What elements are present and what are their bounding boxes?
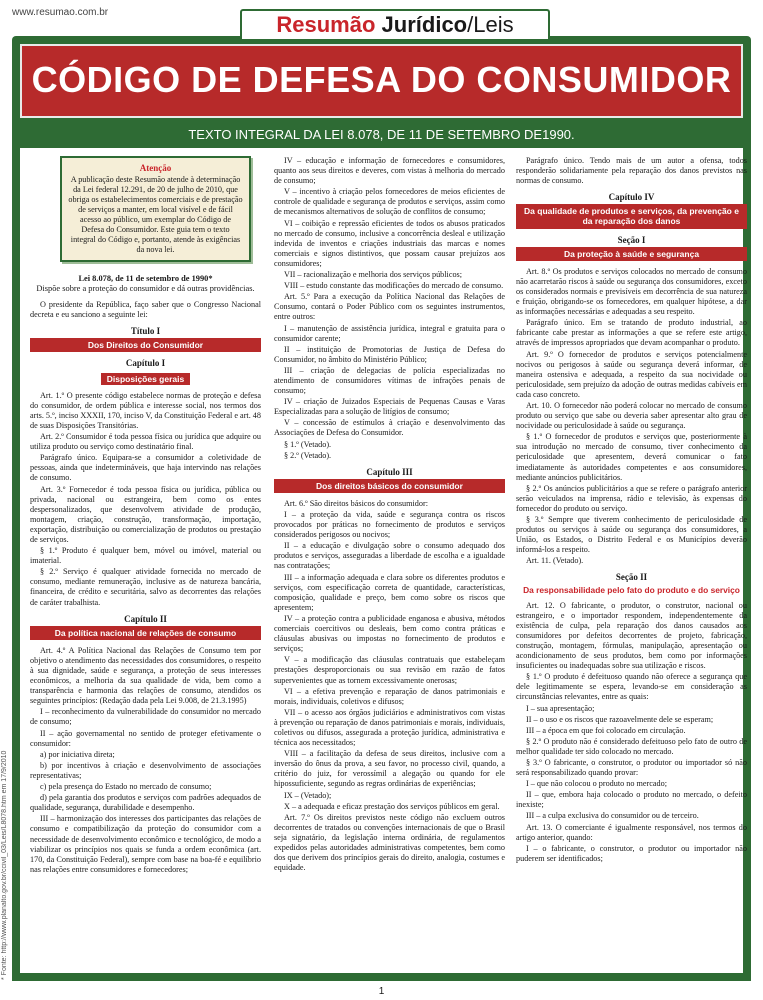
art-5-iii: III – criação de delegacias de polícia especializadas no atendimento de consumidores vítimas de infrações penais de consumo; (274, 365, 505, 396)
art-2: Art. 2.º Consumidor é toda pessoa física ou jurídica que adquire ou utiliza produto ou serviço como destinatário final. (30, 432, 261, 452)
art-2-paragraph: Parágrafo único. Equipara-se a consumidor a coletividade de pessoas, ainda que indetermináveis, que haja intervindo nas relações de consumo. (30, 453, 261, 483)
art-12-p1-ii: II – o uso e os riscos que razoavelmente dele se esperam; (526, 714, 714, 724)
art-6-v: V – a modificação das cláusulas contratuais que estabeleçam prestações desproporcionais ou sua revisão em razão de fatos supervenientes que as tornem excessivamente onerosas; (274, 655, 505, 685)
art-3: Art. 3.º Fornecedor é toda pessoa física ou jurídica, pública ou privada, nacional ou estrangeira, bem como os entes despersonalizados, que desenvolvem atividade de produção, montagem, criação, construção, transformação, importação, exportação, distribuição ou comercialização de produtos ou prestação de serviços. (30, 484, 261, 544)
law-header-line2: Dispõe sobre a proteção do consumidor e dá outras providências. (36, 284, 255, 294)
art-7-paragraph: Parágrafo único. Tendo mais de um autor a ofensa, todos responderão solidariamente pela reparação dos danos previstos nas normas de consumo. (516, 156, 747, 186)
art-8: Art. 8.º Os produtos e serviços colocados no mercado de consumo não acarretarão riscos à saúde ou segurança dos consumidores, exceto os considerados normais e previsíveis em decorrência de sua natureza e fruição, obrigando-se os fornecedores, em qualquer hipótese, a dar as informações necessárias e adequadas a seu respeito. (516, 266, 747, 317)
art-13-i: I – o fabricante, o construtor, o produtor ou importador não puderem ser identificados; (516, 843, 747, 863)
source-note: * Fonte: http://www.planalto.gov.br/ccivil_03/Leis/L8078.htm em 17/9/2010 (1, 750, 8, 980)
law-header-line1: Lei 8.078, de 11 de setembro de 1990* (78, 274, 213, 284)
brand-part-3: /Leis (467, 12, 514, 37)
capitulo-1: Capítulo I (125, 358, 166, 369)
capitulo-2-name: Da política nacional de relações de consumo (30, 626, 261, 640)
art-6-i: I – a proteção da vida, saúde e segurança contra os riscos provocados por práticas no fornecimento de produtos e serviços considerados perigosos ou nocivos; (274, 510, 505, 540)
art-6: Art. 6.º São direitos básicos do consumidor: (284, 498, 428, 508)
art-12-p3-ii: II – que, embora haja colocado o produto no mercado, o defeito inexiste; (516, 790, 747, 810)
art-5-iv: IV – criação de Juizados Especiais de Pequenas Causas e Varas Especializadas para a solução de litígios de consumo; (274, 397, 505, 417)
page-title: CÓDIGO DE DEFESA DO CONSUMIDOR (31, 59, 732, 100)
art-3-p1: § 1.º Produto é qualquer bem, móvel ou imóvel, material ou imaterial. (30, 546, 261, 566)
art-6-iv: IV – a proteção contra a publicidade enganosa e abusiva, métodos comerciais coercitivos ou desleais, bem como contra práticas e cláusulas abusivas ou impostas no fornecimento de produtos e serviços; (274, 613, 505, 654)
art-4-vi: VI – coibição e repressão eficientes de todos os abusos praticados no mercado de consumo, inclusive a concorrência desleal e utilização indevida de inventos e criações industriais das marcas e nomes comerciais e signos distintivos, que possam causar prejuízos aos consumidores; (274, 218, 505, 268)
capitulo-3-name: Dos direitos básicos do consumidor (274, 479, 505, 493)
art-4: Art. 4.º A Política Nacional das Relações de Consumo tem por objetivo o atendimento das necessidades dos consumidores, o respeito à sua dignidade, saúde e segurança, a proteção de seus interesses econômicos, a melhoria da sua qualidade de vida, bem como a transparência e harmonia das relações de consumo, atendidos os seguintes princípios: (Redação dada pela Lei 9.008, de 21.3.1995) (30, 645, 261, 706)
secao-2-name: Da responsabilidade pelo fato do produto e do serviço (523, 584, 740, 595)
art-6-vi: VI – a efetiva prevenção e reparação de danos patrimoniais e morais, individuais, coletivos e difusos; (274, 686, 505, 706)
art-5: Art. 5.º Para a execução da Política Nacional das Relações de Consumo, contará o Poder Público com os seguintes instrumentos, entre outros: (274, 292, 505, 322)
capitulo-1-name: Disposições gerais (101, 373, 190, 385)
art-3-p2: § 2.º Serviço é qualquer atividade fornecida no mercado de consumo, mediante remuneração, inclusive as de natureza bancária, financeira, de crédito e securitária, salvo as decorrentes das relações de caráter trabalhista. (30, 567, 261, 607)
art-13: Art. 13. O comerciante é igualmente responsável, nos termos do artigo anterior, quando: (516, 822, 747, 842)
capitulo-4-name: Da qualidade de produtos e serviços, da prevenção e da reparação dos danos (516, 204, 747, 228)
brand-part-1: Resumão (276, 12, 376, 37)
art-12-p2: § 2.º O produto não é considerado defeituoso pelo fato de outro de melhor qualidade ter sido colocado no mercado. (516, 736, 747, 756)
art-4-iv: IV – educação e informação de fornecedores e consumidores, quanto aos seus direitos e deveres, com vistas à melhoria do mercado de consumo; (274, 156, 505, 186)
titulo-1-name: Dos Direitos do Consumidor (30, 338, 261, 352)
brand-logo (240, 9, 550, 39)
art-12-p1-iii: III – a época em que foi colocado em circulação. (526, 725, 686, 735)
secao-1: Seção I (617, 234, 646, 245)
art-4-vii: VII – racionalização e melhoria dos serviços públicos; (284, 270, 463, 280)
page-number: 1 (378, 986, 385, 997)
art-10-p2: § 2.º Os anúncios publicitários a que se refere o parágrafo anterior serão veiculados na imprensa, rádio e televisão, às expensas do fornecedor do produto ou serviço. (516, 483, 747, 513)
secao-2: Seção II (615, 572, 648, 583)
site-url[interactable]: www.resumao.com.br (12, 7, 109, 18)
art-10: Art. 10. O fornecedor não poderá colocar no mercado de consumo produto ou serviço que sabe ou deveria saber apresentar alto grau de nocividade ou periculosidade à saúde ou segurança. (516, 400, 747, 431)
art-4-ii-c: c) pela presença do Estado no mercado de consumo; (40, 782, 212, 792)
art-5-i: I – manutenção de assistência jurídica, integral e gratuita para o consumidor carente; (274, 323, 505, 343)
art-11: Art. 11. (Vetado). (526, 556, 584, 566)
title-banner-inner (20, 44, 743, 118)
secao-1-name: Da proteção à saúde e segurança (516, 247, 747, 261)
page-subtitle: TEXTO INTEGRAL DA LEI 8.078, DE 11 DE SETEMBRO DE1990. (188, 127, 575, 142)
column-2 (274, 156, 505, 974)
art-4-ii: II – ação governamental no sentido de proteger efetivamente o consumidor: (30, 728, 261, 748)
art-4-ii-b: b) por incentivos à criação e desenvolvimento de associações representativas; (30, 760, 261, 780)
art-4-ii-d: d) pela garantia dos produtos e serviços com padrões adequados de qualidade, segurança, durabilidade e desempenho. (30, 793, 261, 813)
art-6-viii: VIII – a facilitação da defesa de seus direitos, inclusive com a inversão do ônus da prova, a seu favor, no processo civil, quando, a critério do juiz, for verossímil a alegação ou quando for ele hipossuficiente, segundo as regras ordinárias de experiências; (274, 749, 505, 789)
art-4-iii: III – harmonização dos interesses dos participantes das relações de consumo e compatibilização da proteção do consumidor com a necessidade de desenvolvimento econômico e tecnológico, de modo a viabilizar os princípios nos quais se funda a ordem econômica (art. 170, da Constituição Federal), sempre com base na boa-fé e equilíbrio nas relações entre consumidores e fornecedores; (30, 814, 261, 874)
art-12-p3-i: I – que não colocou o produto no mercado; (526, 779, 667, 789)
notice-text: A publicação deste Resumão atende à determinação da Lei federal 12.291, de 20 de julho de 2010, que obriga os estabelecimentos comerciais e de prestação de serviços a manter, em local visível e de fácil acesso ao público, um exemplar do Código de Defesa do Consumidor. Este guia tem o texto integral do Código e, portanto, atende às exigências da nova lei. (68, 175, 243, 255)
art-12-p3-iii: III – a culpa exclusiva do consumidor ou de terceiro. (526, 811, 699, 821)
art-6-iii: III – a informação adequada e clara sobre os diferentes produtos e serviços, com especificação correta de quantidade, características, composição, qualidade e preço, bem como sobre os riscos que apresentem; (274, 572, 505, 612)
notice-box (60, 156, 251, 262)
art-6-ii: II – a educação e divulgação sobre o consumo adequado dos produtos e serviços, asseguradas a liberdade de escolha e a igualdade nas contratações; (274, 541, 505, 571)
art-12-p1: § 1.º O produto é defeituoso quando não oferece a segurança que dele legitimamente se espera, levando-se em consideração as circunstâncias relevantes, entre as quais: (516, 672, 747, 702)
art-6-x: X – a adequada e eficaz prestação dos serviços públicos em geral. (284, 801, 500, 811)
art-6-vii: VII – o acesso aos órgãos judiciários e administrativos com vistas à prevenção ou reparação de danos patrimoniais e morais, individuais, coletivos ou difusos, assegurada a proteção jurídica, administrativa e técnica aos necessitados; (274, 707, 505, 748)
title-banner (12, 36, 751, 124)
art-9: Art. 9.º O fornecedor de produtos e serviços potencialmente nocivos ou perigosos à saúde ou segurança deverá informar, de maneira ostensiva e adequada, a respeito da sua nocividade ou periculosidade, sem prejuízo da adoção de outras medidas cabíveis em cada caso concreto. (516, 349, 747, 399)
column-1 (30, 156, 261, 974)
art-5-ii: II – instituição de Promotorias de Justiça de Defesa do Consumidor, no âmbito do Ministério Público; (274, 344, 505, 364)
columns (20, 156, 747, 974)
art-1: Art. 1.º O presente código estabelece normas de proteção e defesa do consumidor, de ordem pública e interesse social, nos termos dos arts. 5.º, inciso XXXII, 170, inciso V, da Constituição Federal e art. 48 de suas Disposições Transitórias. (30, 390, 261, 430)
capitulo-4: Capítulo IV (608, 192, 655, 203)
art-12-p1-i: I – sua apresentação; (526, 703, 595, 713)
titulo-1: Título I (130, 326, 161, 337)
art-4-i: I – reconhecimento da vulnerabilidade do consumidor no mercado de consumo; (30, 707, 261, 727)
art-4-viii: VIII – estudo constante das modificações do mercado de consumo. (284, 281, 504, 291)
art-4-ii-a: a) por iniciativa direta; (40, 749, 115, 759)
art-10-p3: § 3.º Sempre que tiverem conhecimento de periculosidade de produtos ou serviços à saúde ou segurança dos consumidores, a União, os Estados, o Distrito Federal e os Municípios deverão informá-los a respeito. (516, 515, 747, 555)
art-12-p3: § 3.º O fabricante, o construtor, o produtor ou importador só não será responsabilizado quando provar: (516, 757, 747, 778)
column-3 (516, 156, 747, 974)
art-10-p1: § 1.º O fornecedor de produtos e serviços que, posteriormente à sua introdução no mercado de consumo, tiver conhecimento da periculosidade que apresentem, deverá comunicar o fato imediatamente às autoridades competentes e aos consumidores, mediante anúncios publicitários. (516, 432, 747, 482)
art-6-ix: IX – (Vetado); (284, 790, 332, 800)
art-5-v: V – concessão de estímulos à criação e desenvolvimento das Associações de Defesa do Consumidor. (274, 418, 505, 438)
art-4-v: V – incentivo à criação pelos fornecedores de meios eficientes de controle de qualidade e segurança de produtos e serviços, assim como de mecanismos alternativos de solução de conflitos de consumo; (274, 187, 505, 217)
art-5-p1: § 1.º (Vetado). (284, 439, 332, 449)
intro-paragraph: O presidente da República, faço saber que o Congresso Nacional decreta e eu sanciono a seguinte lei: (30, 300, 261, 320)
capitulo-2: Capítulo II (124, 613, 167, 624)
brand-part-2: Jurídico (381, 12, 468, 37)
capitulo-3: Capítulo III (366, 466, 413, 477)
art-8-paragraph: Parágrafo único. Em se tratando de produto industrial, ao fabricante cabe prestar as informações a que se refere este artigo, através de impressos apropriados que devam acompanhar o produto. (516, 318, 747, 348)
law-header (30, 274, 261, 294)
subtitle-bar (12, 124, 751, 148)
art-12: Art. 12. O fabricante, o produtor, o construtor, nacional ou estrangeiro, e o importador respondem, independentemente da existência de culpa, pela reparação dos danos causados aos consumidores por defeitos decorrentes de projeto, fabricação, construção, montagem, fórmulas, manipulação, apresentação ou acondicionamento de seus produtos, bem como por informações insuficientes ou inadequadas sobre sua utilização e riscos. (516, 600, 747, 671)
art-7: Art. 7.º Os direitos previstos neste código não excluem outros decorrentes de tratados ou convenções internacionais de que o Brasil seja signatário, da legislação interna ordinária, de regulamentos expedidos pelas autoridades administrativas competentes, bem como dos que derivem dos princípios gerais do direito, analogia, costumes e equidade. (274, 812, 505, 873)
art-5-p2: § 2.º (Vetado). (284, 450, 332, 460)
notice-title: Atenção (139, 163, 172, 173)
